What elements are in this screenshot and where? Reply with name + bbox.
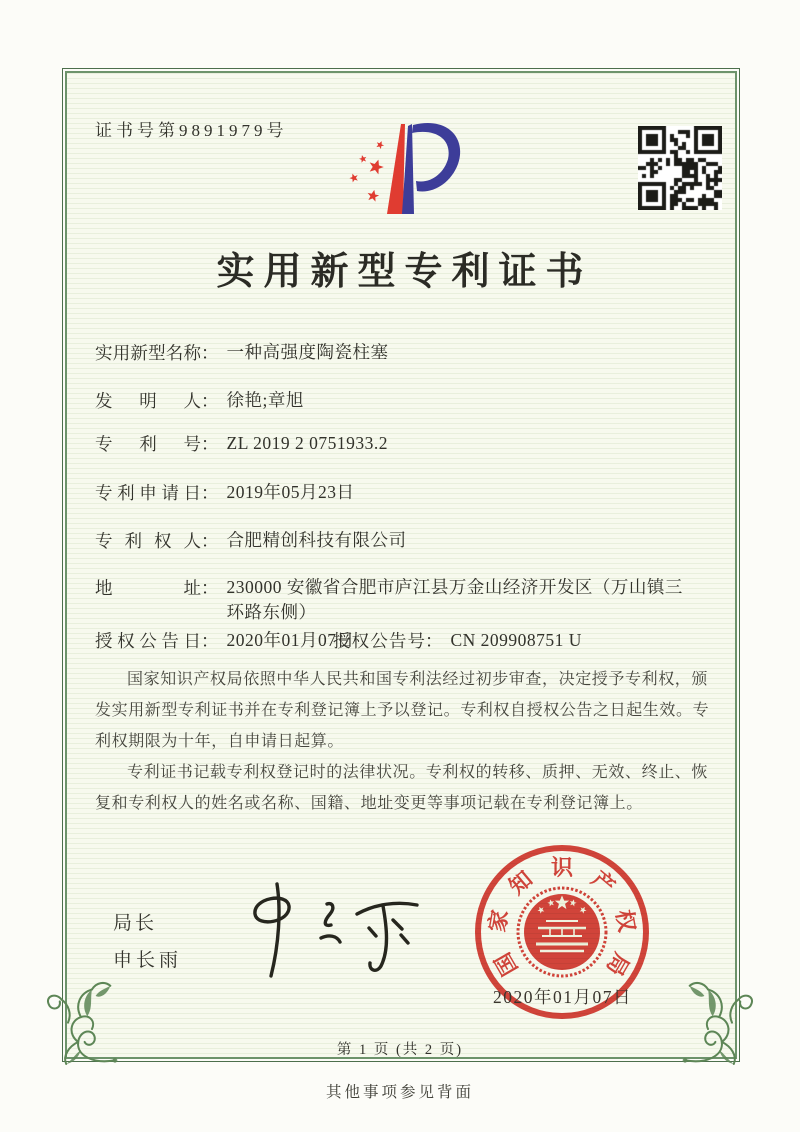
legal-text xyxy=(95,664,719,819)
certificate-number: 证书号第9891979号 xyxy=(95,121,288,140)
field-row-filing-date xyxy=(95,480,723,505)
field-label: 专利号 xyxy=(95,434,201,454)
field-label: 专利申请日 xyxy=(95,483,201,503)
field-value: ZL 2019 2 0751933.2 xyxy=(226,433,388,453)
legal-paragraph-1: 国家知识产权局依照中华人民共和国专利法经过初步审查，决定授予专利权，颁发实用新型专利证书并在专利登记簿上予以登记。专利权自授权公告之日起生效。专利权期限为十年，自申请日起算。 xyxy=(95,671,710,750)
field-row-inventor xyxy=(95,388,723,413)
page-number: 第 1 页 (共 2 页) xyxy=(336,1042,464,1058)
field-value: 一种高强度陶瓷柱塞 xyxy=(226,342,389,362)
field-label: 授权公告号 xyxy=(333,631,425,651)
field-row-grant xyxy=(95,628,723,653)
cnipa-logo-icon xyxy=(345,112,470,224)
seal-char: 识 xyxy=(550,855,574,880)
field-colon: ： xyxy=(201,483,219,503)
field-row-address xyxy=(95,575,723,626)
commissioner-signature xyxy=(225,872,435,987)
field-value: 230000 安徽省合肥市庐江县万金山经济开发区（万山镇三环路东侧） xyxy=(226,577,683,623)
commissioner-name: 申长雨 xyxy=(113,950,183,971)
field-row-patentee xyxy=(95,528,723,553)
field-label: 实用新型名称 xyxy=(95,343,201,363)
field-label: 地址 xyxy=(95,578,201,598)
seal-char: 局 xyxy=(601,948,635,981)
field-row-utility-model-name xyxy=(95,340,723,365)
seal-char: 产 xyxy=(586,865,620,900)
certificate-title: 实用新型专利证书 xyxy=(216,251,593,293)
field-colon: ： xyxy=(201,578,219,598)
field-colon: ： xyxy=(201,531,219,551)
commissioner-title: 局长 xyxy=(113,913,158,934)
back-note: 其他事项参见背面 xyxy=(325,1084,474,1101)
field-row-patent-number xyxy=(95,431,723,456)
national-emblem-icon xyxy=(518,888,606,976)
field-colon: ： xyxy=(425,631,443,651)
seal-char: 家 xyxy=(484,907,513,934)
seal-char: 权 xyxy=(611,907,640,934)
corner-flourish-icon xyxy=(674,975,766,1072)
field-label: 授权公告日 xyxy=(95,631,201,651)
field-value: 徐艳;章旭 xyxy=(226,390,304,410)
qr-code xyxy=(638,126,722,210)
field-value: 2019年05月23日 xyxy=(226,482,355,502)
grant-date-stamp: 2020年01月07日 xyxy=(493,987,632,1007)
seal-char: 国 xyxy=(489,948,523,981)
field-value: CN 209908751 U xyxy=(450,630,582,650)
field-colon: ： xyxy=(201,631,219,651)
legal-paragraph-2: 专利证书记载专利权登记时的法律状况。专利权的转移、质押、无效、终止、恢复和专利权人的姓名或名称、国籍、地址变更等事项记载在专利登记簿上。 xyxy=(95,764,709,812)
field-grant-number xyxy=(333,628,582,653)
field-colon: ： xyxy=(201,391,219,411)
field-label: 专利权人 xyxy=(95,531,201,551)
field-value: 2020年01月07日 xyxy=(226,630,355,650)
field-colon: ： xyxy=(201,434,219,454)
field-label: 发明人 xyxy=(95,391,201,411)
seal-char: 知 xyxy=(504,865,538,900)
corner-flourish-icon xyxy=(34,975,126,1072)
field-colon: ： xyxy=(201,343,219,363)
field-value: 合肥精创科技有限公司 xyxy=(226,530,407,550)
